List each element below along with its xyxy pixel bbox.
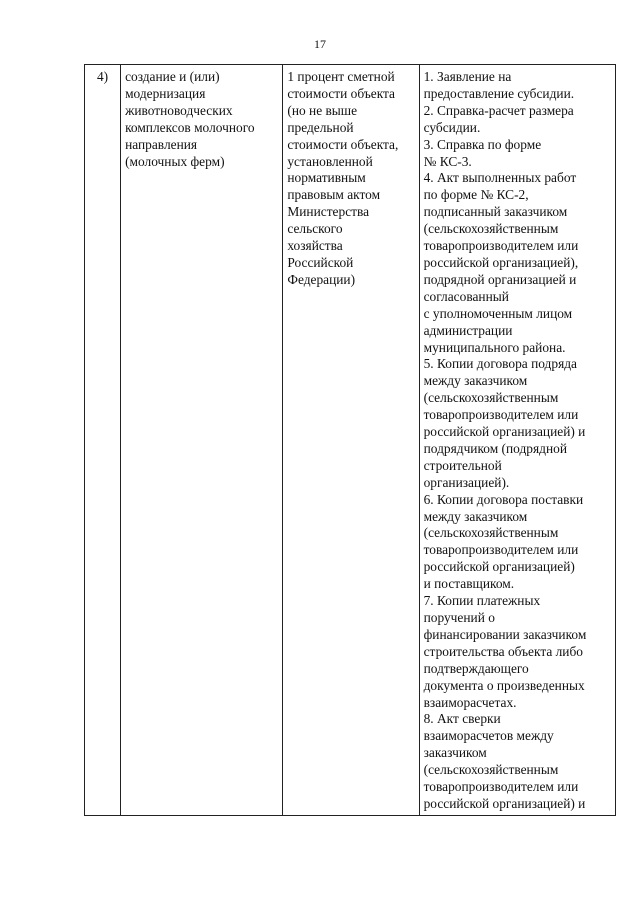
document-line: между заказчиком [423, 508, 528, 524]
document-line: 4. Акт выполненных работ [423, 170, 577, 186]
document-line: 5. Копии договора подряда [423, 356, 577, 372]
rate-line: правовым актом [287, 187, 381, 203]
document-line: 6. Копии договора поставки [423, 491, 584, 507]
document-line: с уполномоченным лицом [423, 305, 573, 321]
rate-line: предельной [287, 119, 354, 135]
row-number-cell [85, 65, 121, 816]
rate-line: (но не выше [287, 102, 358, 118]
document-line: (сельскохозяйственным [423, 221, 559, 237]
table-row [85, 65, 616, 816]
document-line: товаропроизводителем или [423, 542, 579, 558]
documents-cell [419, 65, 615, 816]
document-line: согласованный [423, 288, 509, 304]
description-line: направления [125, 136, 198, 152]
document-line: финансировании заказчиком [423, 626, 587, 642]
document-line: российской организацией) и [423, 795, 586, 811]
document-line: строительства объекта либо [423, 643, 583, 659]
rate-line: сельского [287, 221, 343, 237]
subsidy-table [84, 64, 616, 816]
rate-line: хозяйства [287, 238, 343, 254]
document-line: документа о произведенных [423, 677, 585, 693]
description-cell [121, 65, 283, 816]
document-line: российской организацией) и [423, 424, 586, 440]
rate-line: Федерации) [287, 271, 356, 287]
rate-line: 1 процент сметной [287, 69, 395, 84]
document-line: подтверждающего [423, 660, 529, 676]
document-line: субсидии. [423, 119, 481, 135]
document-line: поручений о [423, 610, 495, 625]
document-line: российской организацией), [423, 254, 579, 270]
description-line: животноводческих [125, 102, 233, 118]
document-line: товаропроизводителем или [423, 779, 579, 795]
document-line: предоставление субсидии. [423, 85, 575, 101]
page-number: 17 [314, 37, 326, 51]
document-line: по форме № КС-2, [423, 187, 529, 203]
document-line: 7. Копии платежных [423, 593, 541, 609]
document-line: администрации [423, 322, 513, 338]
document-line: взаиморасчетов между [423, 728, 554, 744]
rate-line: Министерства [287, 204, 370, 220]
document-line: между заказчиком [423, 373, 528, 389]
description-line: создание и (или) [125, 69, 220, 84]
document-line: товаропроизводителем или [423, 238, 579, 254]
document-line: 1. Заявление на [423, 69, 512, 84]
rate-cell [283, 65, 419, 816]
rate-line: Российской [287, 254, 354, 270]
rate-line: нормативным [287, 170, 366, 186]
document-line: строительной [423, 457, 502, 473]
document-line: 3. Справка по форме [423, 136, 542, 152]
description-line: (молочных ферм) [125, 153, 225, 169]
document-line: муниципального района. [423, 339, 566, 355]
document-line: (сельскохозяйственным [423, 762, 559, 778]
document-line: подрядной организацией и [423, 271, 577, 287]
row-number: 4) [96, 69, 109, 84]
document-line: и поставщиком. [423, 576, 515, 592]
document-line: (сельскохозяйственным [423, 390, 559, 406]
document-line: (сельскохозяйственным [423, 525, 559, 541]
document-line: 8. Акт сверки [423, 711, 501, 727]
document-line: заказчиком [423, 745, 487, 761]
document-line: взаиморасчетах. [423, 694, 517, 710]
rate-line: стоимости объекта, [287, 136, 399, 152]
description-line: комплексов молочного [125, 119, 255, 135]
document-line: 2. Справка-расчет размера [423, 102, 574, 118]
document-line: товаропроизводителем или [423, 407, 579, 423]
document-line: подписанный заказчиком [423, 204, 568, 220]
rate-line: установленной [287, 153, 373, 169]
rate-line: стоимости объекта [287, 85, 395, 101]
description-line: модернизация [125, 85, 206, 101]
document-line: подрядчиком (подрядной [423, 440, 567, 456]
document-line: российской организацией) [423, 559, 575, 575]
document-line: организацией). [423, 474, 510, 490]
document-line: № КС-3. [423, 153, 472, 169]
